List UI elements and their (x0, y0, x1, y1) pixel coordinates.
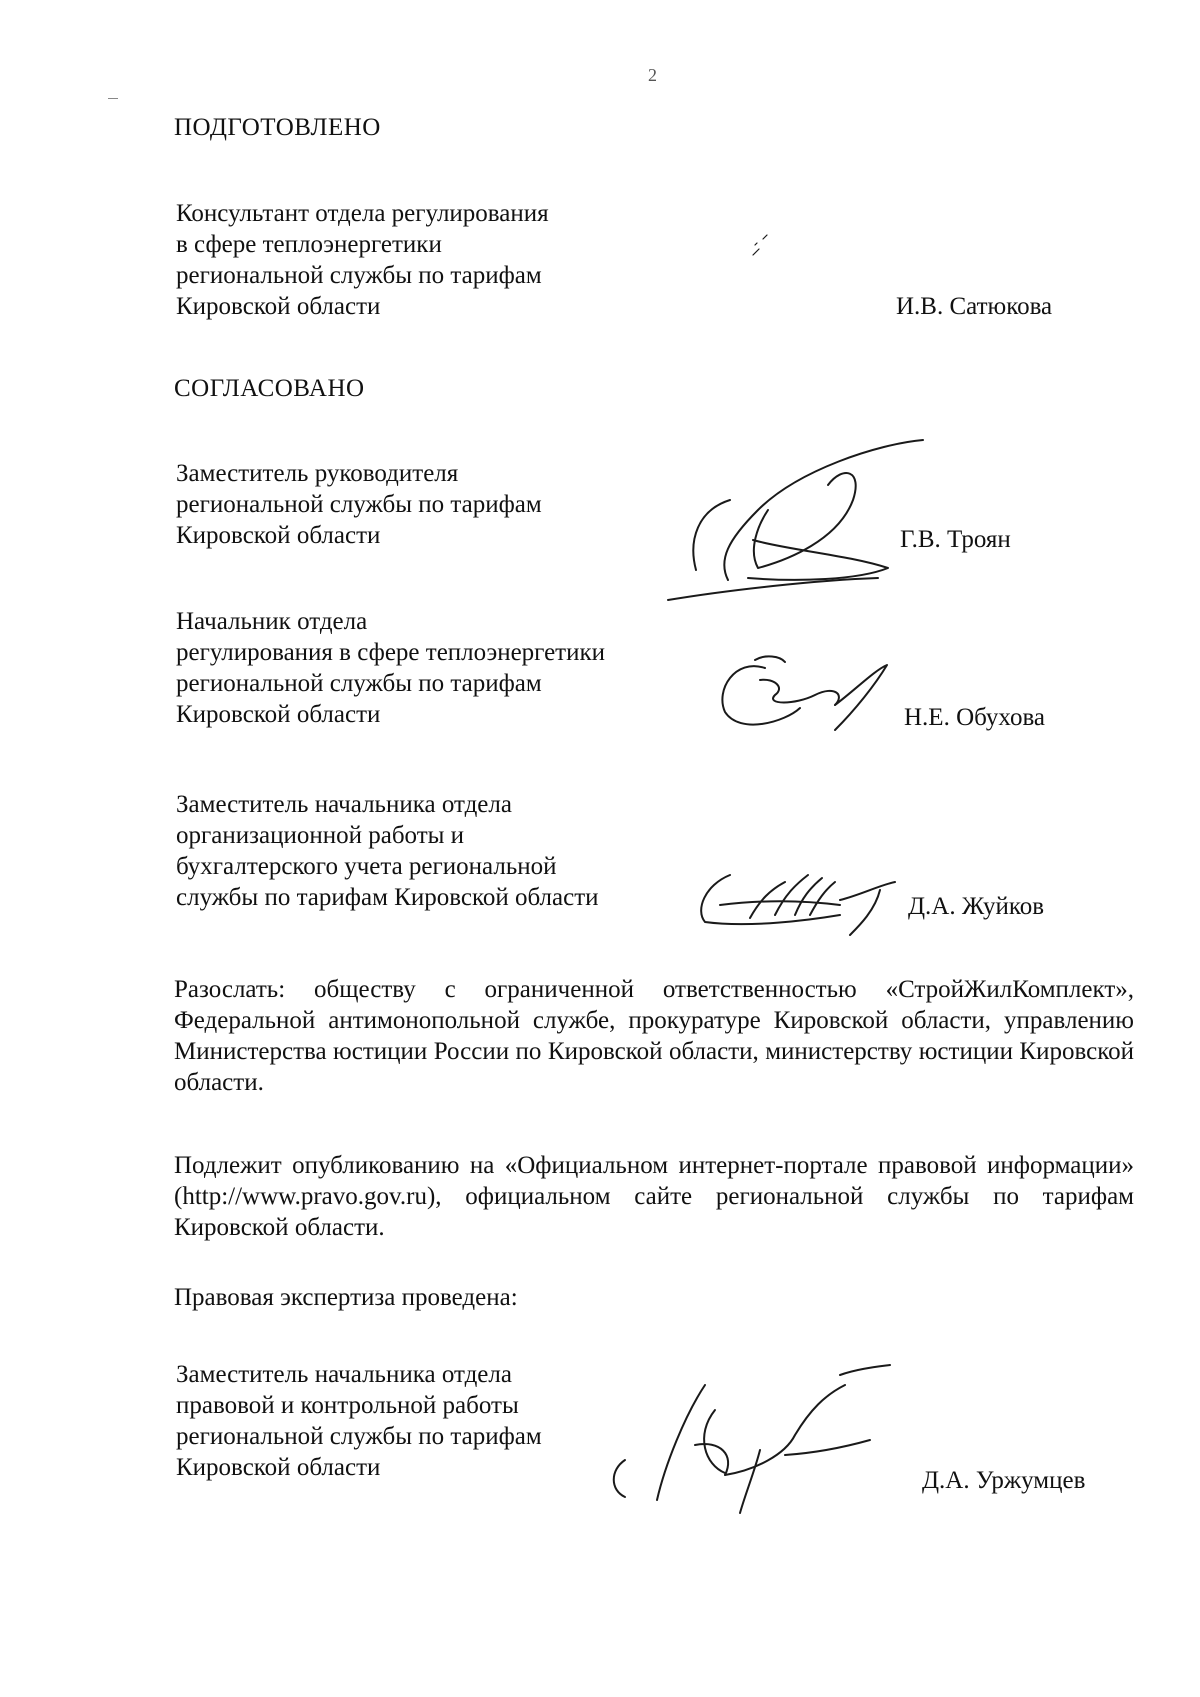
position-line: правовой и контрольной работы (176, 1392, 519, 1419)
agreed-signer-2-position (176, 606, 605, 730)
publication-paragraph: Подлежит опубликованию на «Официальном интернет-портале правовой информации» (http://www.pravo.gov.ru), официальном сайте региональной службы по тарифам Кировской области. (174, 1152, 1134, 1241)
legal-review-signer-name: Д.А. Уржумцев (922, 1467, 1086, 1494)
position-line: службы по тарифам Кировской области (176, 884, 599, 911)
prepared-position (176, 198, 549, 322)
position-line: Начальник отдела (176, 608, 368, 635)
agreed-signer-2-name: Н.Е. Обухова (904, 704, 1046, 731)
position-line: Заместитель начальника отдела (176, 1361, 512, 1388)
position-line: бухгалтерского учета региональной (176, 853, 557, 880)
position-line: Заместитель руководителя (176, 460, 459, 487)
agreed-signer-1-position (176, 458, 542, 551)
signature-urzhumtsev (595, 1355, 895, 1515)
position-line: регулирования в сфере теплоэнергетики (176, 639, 606, 666)
position-line: региональной службы по тарифам (176, 1423, 542, 1450)
page-number: 2 (648, 65, 657, 85)
position-line: Кировской области (176, 293, 381, 320)
position-line: региональной службы по тарифам (176, 491, 542, 518)
position-line: региональной службы по тарифам (176, 262, 542, 289)
prepared-heading: ПОДГОТОВЛЕНО (174, 114, 381, 141)
agreed-signer-3-position (176, 789, 599, 913)
position-line: Кировской области (176, 522, 381, 549)
agreed-signer-1-name: Г.В. Троян (900, 526, 1011, 553)
position-line: региональной службы по тарифам (176, 670, 542, 697)
legal-review-position (176, 1359, 542, 1483)
prepared-signer-name: И.В. Сатюкова (896, 293, 1053, 320)
agreed-signer-3-name: Д.А. Жуйков (908, 893, 1045, 920)
legal-review-label: Правовая экспертиза проведена: (174, 1284, 518, 1311)
position-line: организационной работы и (176, 822, 465, 849)
position-line: Консультант отдела регулирования (176, 200, 549, 227)
agreed-heading: СОГЛАСОВАНО (174, 375, 365, 402)
distribution-paragraph: Разослать: обществу с ограниченной ответственностью «СтройЖилКомплект», Федеральной антимонопольной службе, прокуратуре Кировской области, управлению Министерства юстиции России по Кировской области, министерству юстиции Кировской области. (174, 976, 1134, 1096)
position-line: Кировской области (176, 1454, 381, 1481)
position-line: Заместитель начальника отдела (176, 791, 512, 818)
position-line: в сфере теплоэнергетики (176, 231, 442, 258)
signature-zhuikov (690, 860, 900, 940)
signature-troyan (648, 430, 928, 610)
signature-obukhova (705, 650, 895, 740)
position-line: Кировской области (176, 701, 381, 728)
initials-mark (745, 225, 785, 265)
scan-speck (108, 98, 118, 99)
